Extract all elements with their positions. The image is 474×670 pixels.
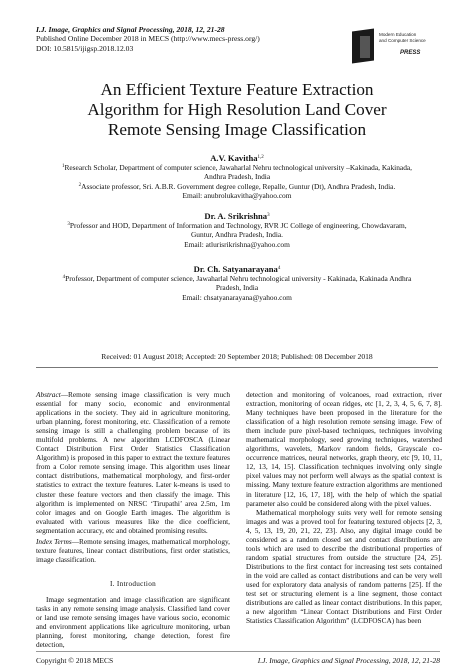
- footer-citation: I.J. Image, Graphics and Signal Processing, 2018, 12, 21-28: [257, 656, 440, 665]
- copyright: Copyright © 2018 MECS: [36, 656, 114, 665]
- author-email: Email: atlurisrikrishna@yahoo.com: [184, 239, 290, 249]
- received-dates: Received: 01 August 2018; Accepted: 20 September 2018; Published: 08 December 2018: [101, 352, 373, 361]
- affiliation: Professor and HOD, Department of Information and Technology, RVR JC College of engineering, Chowdavaram,: [69, 221, 407, 231]
- affiliation: Associate professor, Sri. A.B.R. Government degree college, Repalle, Guntur (Dt), Andhra Pradesh, India.: [81, 181, 396, 191]
- section-heading: I. Introduction: [109, 580, 157, 588]
- affiliation: Pradesh, India: [215, 283, 259, 293]
- logo-publisher: PRESS: [400, 50, 421, 56]
- affiliation: Research Scholar, Department of computer science, Jawaharlal Nehru technological university –Kakinada, Kakinada,: [64, 163, 413, 173]
- journal-header: [36, 25, 260, 53]
- footer-divider: [36, 651, 440, 652]
- right-column: [246, 390, 442, 625]
- affiliation: Professor, Department of computer science, Jawaharlal Nehru technological university - Kakinada, Kakinada Andhra: [65, 274, 412, 284]
- author-name: Dr. Ch. Satyanarayana: [193, 264, 278, 274]
- paper-title: An Efficient Texture Feature Extraction Algorithm for High Resolution Land Cover Remote Sensing Image Classification: [87, 80, 387, 140]
- logo-mark-inner: [360, 36, 370, 58]
- index-terms-label: Index Terms: [36, 537, 72, 546]
- published-line: Published Online December 2018 in MECS (http://www.mecs-press.org/): [36, 34, 260, 44]
- journal-line: I.J. Image, Graphics and Signal Processing, 2018, 12, 21-28: [36, 25, 225, 34]
- author-name: Dr. A. Srikrishna: [204, 211, 268, 221]
- divider: [36, 367, 438, 368]
- logo-text: Modern Education and Computer Science: [379, 32, 426, 43]
- author-block-3: Dr. Ch. Satyanarayana$^4$ $^4$Professor, Department of computer science, Jawaharlal Nehru technological university - Kakinada, Kakinada Andhra Pradesh, India Email: chsatyanarayana@yahoo.com: [40, 265, 434, 302]
- doi-line: DOI: 10.5815/ijigsp.2018.12.03: [36, 43, 134, 53]
- affiliation: Guntur, Andhra Pradesh, India.: [190, 230, 284, 240]
- index-terms: [36, 537, 230, 564]
- author-block-1: A.V. Kavitha$^{1,2}$ $^1$Research Scholar, Department of computer science, Jawaharlal Nehru technological university –Kakinada, Kakinada, Andhra Pradesh, India $^2$Associate professor, Sri. A.B.R. Government degree college, Repalle, Guntur (Dt), Andhra Pradesh, India. Email: anubrolukavitha@yahoo.com: [40, 154, 434, 200]
- affiliation: Andhra Pradesh, India: [203, 172, 271, 182]
- author-name: A.V. Kavitha: [210, 153, 258, 163]
- author-email: Email: chsatyanarayana@yahoo.com: [182, 292, 292, 302]
- body-paragraph: detection and monitoring of volcanoes, road extraction, river extraction, monitoring of ocean ridges, etc [1, 2, 3, 4, 5, 6, 7, 8]. Many techniques have been proposed in the literature for the classification of a high resolution remote sensing image. Few of them include pure pixel-based techniques, techniques involving mathematical morphology, seed growing techniques, watershed algorithms, wavelets, Markov random fields, Grayscale co-occurrence matrices, neural networks, graph theory, etc [9, 10, 11, 12, 13, 14, 15]. Classification techniques involving only single pixel values may not perform well always as the spatial context is missing. Many texture feature extraction algorithms are mentioned in literature [12, 16, 17, 18], with the help of which the spatial parameter also could be considered along with the pixel values.: [246, 390, 442, 508]
- abstract-label: Abstract: [36, 390, 61, 399]
- publisher-logo: [352, 28, 442, 66]
- abstract: [36, 390, 230, 535]
- body-paragraph: Mathematical morphology suits very well for remote sensing images and was a proved tool for featuring textured objects [2, 3, 4, 5, 13, 19, 20, 21, 22, 23]. Also, any digital image could be considered as a random closed set and contact distributions are tools which are used to describe the distributional properties of random spatial structures from outside the structure [24, 25]. Distributions to the first contact for increasing test sets contained in the void are called as contact distributions and can be very well used for exploratory data analysis of random patterns [25]. If the test set or structuring element is a line segment, those contact distributions are called as linear contact distributions. In this paper, a new algorithm “Linear Contact Distributions and First Order Statistics Classification Algorithm” (LCDFOSCA) has been: [246, 507, 442, 626]
- index-terms-text: —Remote sensing images, mathematical morphology, texture features, linear contact distributions, first order statistics, image classification.: [36, 537, 230, 565]
- intro-paragraph: Image segmentation and image classification are significant tasks in any remote sensing image analysis. Classified land cover or land use remote sensing images have various socio, economic and environment applications like agriculture monitoring, urban planning, forest monitoring, change detection, forest fire detection,: [36, 595, 230, 650]
- abstract-text: —Remote sensing image classification is very much essential for many socio, economic and environmental applications in the society. They aid in agriculture monitoring, urban planning, forest monitoring, etc. Classification of a remote sensing image is still a challenging problem because of its multifold problems. A new algorithm LCDFOSCA (Linear Contact Distribution First Order Statistics Classification Algorithm) is proposed in this paper to extract the texture features from a Color remote sensing image. This algorithm uses linear contact distributions, mathematical morphology, and first-order statistics to extract the texture features. Later k-means is used to cluster these feature vectors and then classify the image. This algorithm is implemented on NRSC ‘Tirupathi’ area 2.5m, 1m color images and on Google Earth images. The algorithm is evaluated with various measures like the dice coefficient, segmentation accuracy, etc and obtained promising results.: [36, 390, 230, 535]
- author-block-2: Dr. A. Srikrishna$^3$ $^3$Professor and HOD, Department of Information and Technology, RVR JC College of engineering, Chowdavaram, Guntur, Andhra Pradesh, India. Email: atlurisrikrishna@yahoo.com: [40, 212, 434, 249]
- author-email: Email: anubrolukavitha@yahoo.com: [182, 190, 292, 200]
